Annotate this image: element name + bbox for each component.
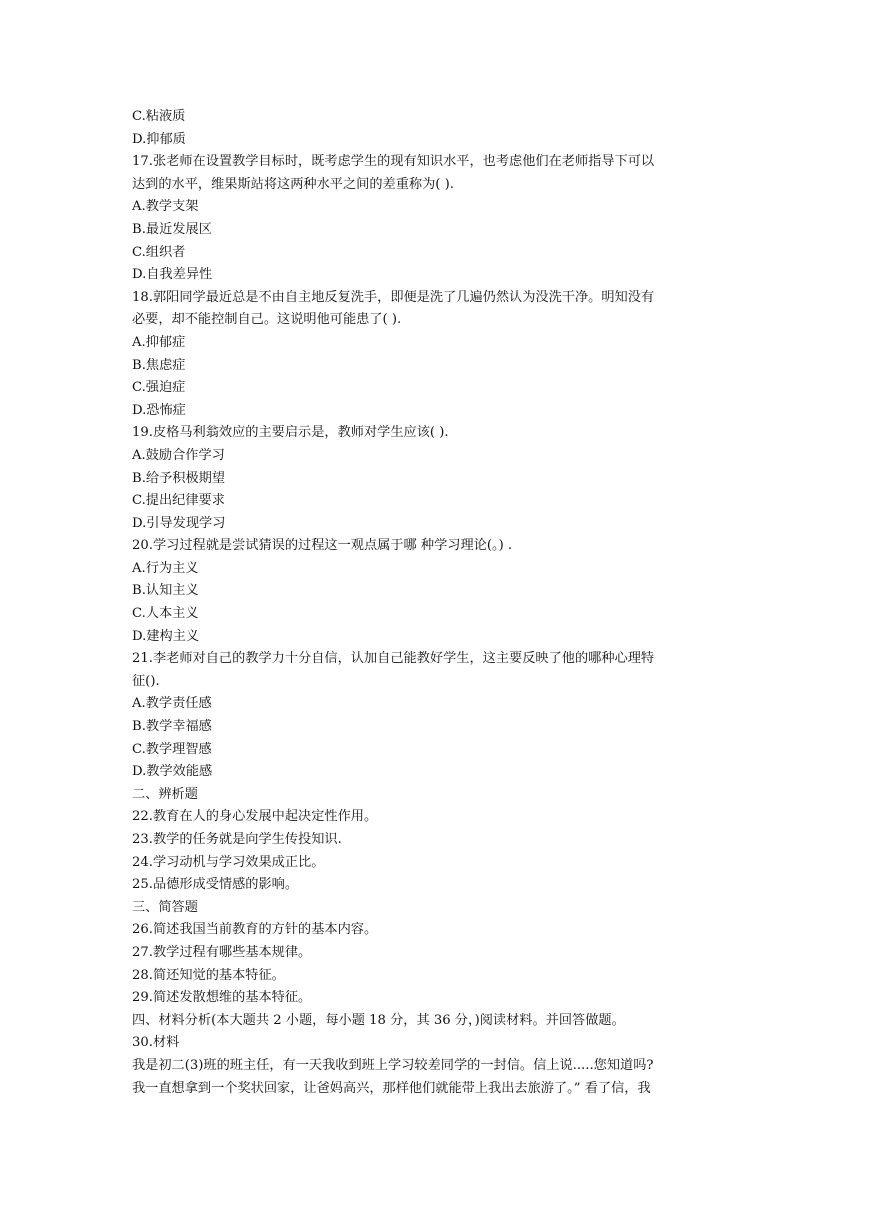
question-30-title: 30.材料: [132, 1035, 180, 1051]
option-c: C.强迫症: [132, 380, 186, 396]
question-21-stem: 21.李老师对自己的教学力十分自信，认加自己能教好学生，这主要反映了他的哪种心理特: [132, 651, 655, 667]
option-d: D.引导发现学习: [132, 515, 226, 531]
question-25: 25.品德形成受情感的影响。: [132, 877, 299, 893]
option-b: B.最近发展区: [132, 221, 212, 237]
option-a: A.抑郁症: [132, 334, 186, 350]
question-26: 26.简述我国当前教育的方针的基本内容。: [132, 922, 378, 938]
section-heading: 二、辨析题: [132, 786, 198, 802]
question-21-stem-cont: 征().: [132, 673, 160, 689]
option-b: B.认知主义: [132, 583, 199, 599]
option-a: A.行为主义: [132, 560, 199, 576]
option-c: C.人本主义: [132, 606, 199, 622]
question-29: 29.简述发散想维的基本特征。: [132, 990, 312, 1006]
section-heading: 四、材料分析(本大题共 2 小题，每小题 18 分，其 36 分，)阅读材料。并回答做题。: [132, 1012, 625, 1028]
option-b: B.给予积极期望: [132, 470, 226, 486]
question-17-stem: 17.张老师在设置教学目标时，既考虑学生的现有知识水平，也考虑他们在老师指导下可以: [132, 154, 655, 170]
option-b: B.教学幸福感: [132, 719, 212, 735]
option-b: B.焦虑症: [132, 357, 186, 373]
option-a: A.教学支架: [132, 199, 199, 215]
question-18-stem: 18.郭阳同学最近总是不由自主地反复洗手，即便是洗了几遍仍然认为没洗干净。明知没有: [132, 289, 655, 305]
option-d: D.建构主义: [132, 628, 200, 644]
text-line: D.抑郁质: [132, 131, 186, 147]
question-24: 24.学习动机与学习效果成正比。: [132, 854, 325, 870]
material-paragraph-line: 我一直想拿到一个奖状回家，让爸妈高兴，那样他们就能带上我出去旅游了。” 看了信，我: [132, 1080, 651, 1096]
text-line: C.粘液质: [132, 109, 186, 124]
question-19-stem: 19.皮格马利翁效应的主要启示是，教师对学生应该( ).: [132, 425, 449, 441]
option-d: D.教学效能感: [132, 764, 213, 780]
question-28: 28.简还知觉的基本特征。: [132, 967, 285, 983]
option-a: A.鼓励合作学习: [132, 447, 225, 463]
question-22: 22.教育在人的身心发展中起决定性作用。: [132, 809, 378, 825]
section-heading: 三、简答题: [132, 899, 198, 915]
option-a: A.教学责任感: [132, 696, 212, 712]
document-body: [132, 106, 740, 1100]
question-23: 23.教学的任务就是向学生传投知识.: [132, 832, 342, 847]
question-27: 27.教学过程有哪些基本规律。: [132, 944, 312, 960]
option-c: C.组织者: [132, 244, 186, 260]
question-20-stem: 20.学习过程就是尝试猜误的过程这一观点属于哪 种学习理论(。) .: [132, 538, 513, 554]
option-d: D.自我差异性: [132, 267, 213, 283]
option-c: C.教学理智感: [132, 741, 212, 757]
option-c: C.提出纪律要求: [132, 493, 225, 509]
option-d: D.恐怖症: [132, 402, 186, 418]
question-17-stem-cont: 达到的水平，维果斯站将这两种水平之间的差重称为( ).: [132, 176, 454, 192]
question-18-stem-cont: 必要，却不能控制自己。这说明他可能患了( ).: [132, 312, 402, 328]
material-paragraph-line: 我是初二(3)班的班主任，有一天我收到班上学习较差同学的一封信。信上说.....您知道吗?: [132, 1057, 654, 1073]
